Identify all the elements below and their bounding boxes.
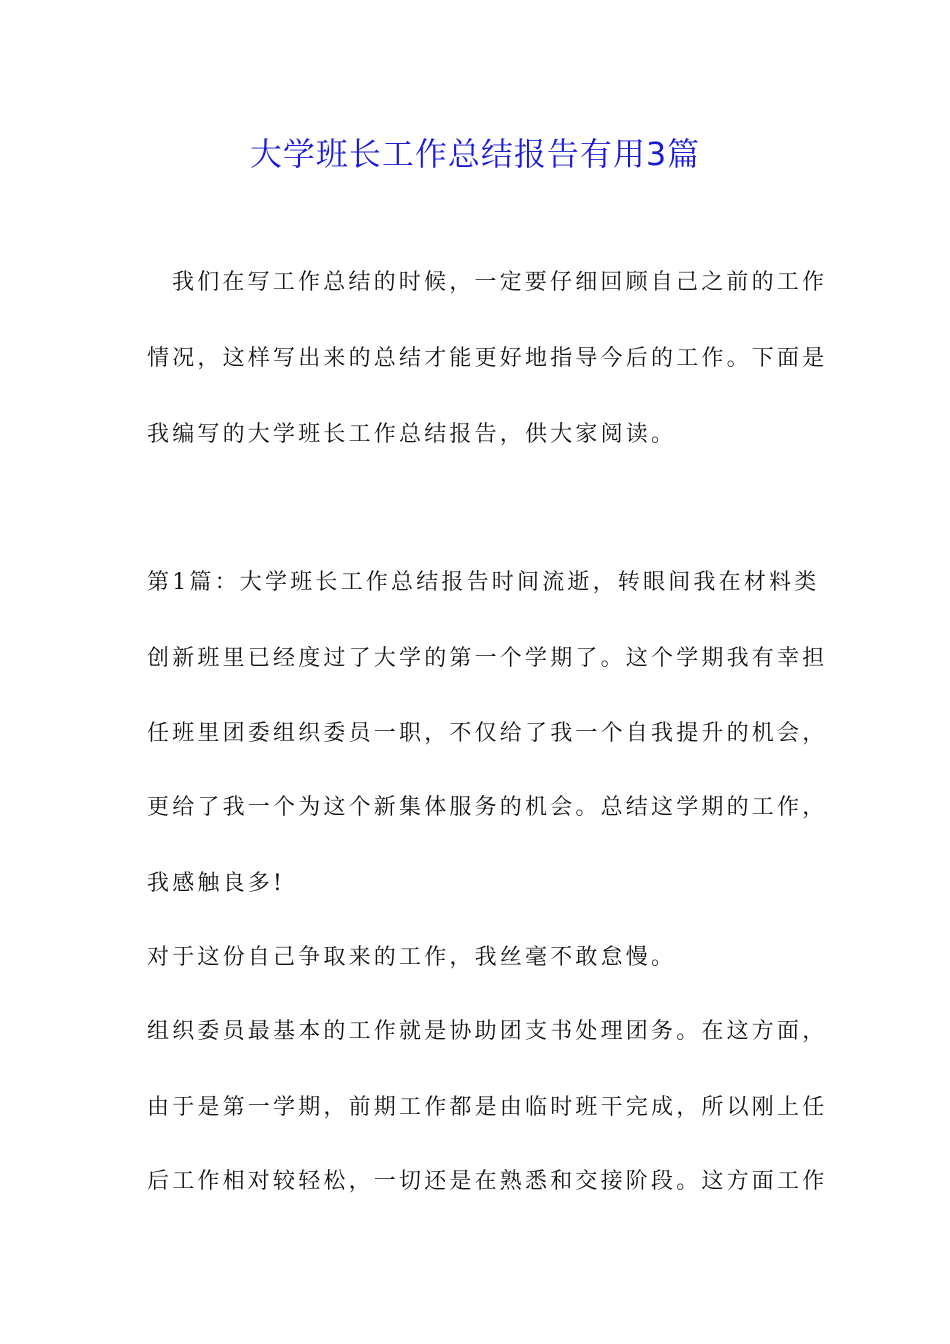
paragraph-line: 第1篇：大学班长工作总结报告时间流逝，转眼间我在材料类 — [147, 570, 820, 595]
paragraph-line: 情况，这样写出来的总结才能更好地指导今后的工作。下面是 — [147, 346, 828, 371]
paragraph-line: 我感触良多! — [147, 871, 286, 896]
paragraph-line: 对于这份自己争取来的工作，我丝毫不敢怠慢。 — [147, 945, 677, 970]
paragraph-line: 我编写的大学班长工作总结报告，供大家阅读。 — [147, 422, 677, 447]
paragraph-line: 更给了我一个为这个新集体服务的机会。总结这学期的工作， — [147, 795, 828, 820]
document-title: 大学班长工作总结报告有用3篇 — [249, 135, 701, 173]
paragraph-line: 后工作相对较轻松，一切还是在熟悉和交接阶段。这方面工作 — [147, 1169, 828, 1194]
paragraph-line: 我们在写工作总结的时候，一定要仔细回顾自己之前的工作 — [172, 270, 828, 295]
paragraph-line: 由于是第一学期，前期工作都是由临时班干完成，所以刚上任 — [147, 1095, 828, 1120]
paragraph-line: 创新班里已经度过了大学的第一个学期了。这个学期我有幸担 — [147, 646, 828, 671]
paragraph-line: 任班里团委组织委员一职，不仅给了我一个自我提升的机会， — [147, 721, 828, 746]
paragraph-line: 组织委员最基本的工作就是协助团支书处理团务。在这方面， — [147, 1019, 828, 1044]
